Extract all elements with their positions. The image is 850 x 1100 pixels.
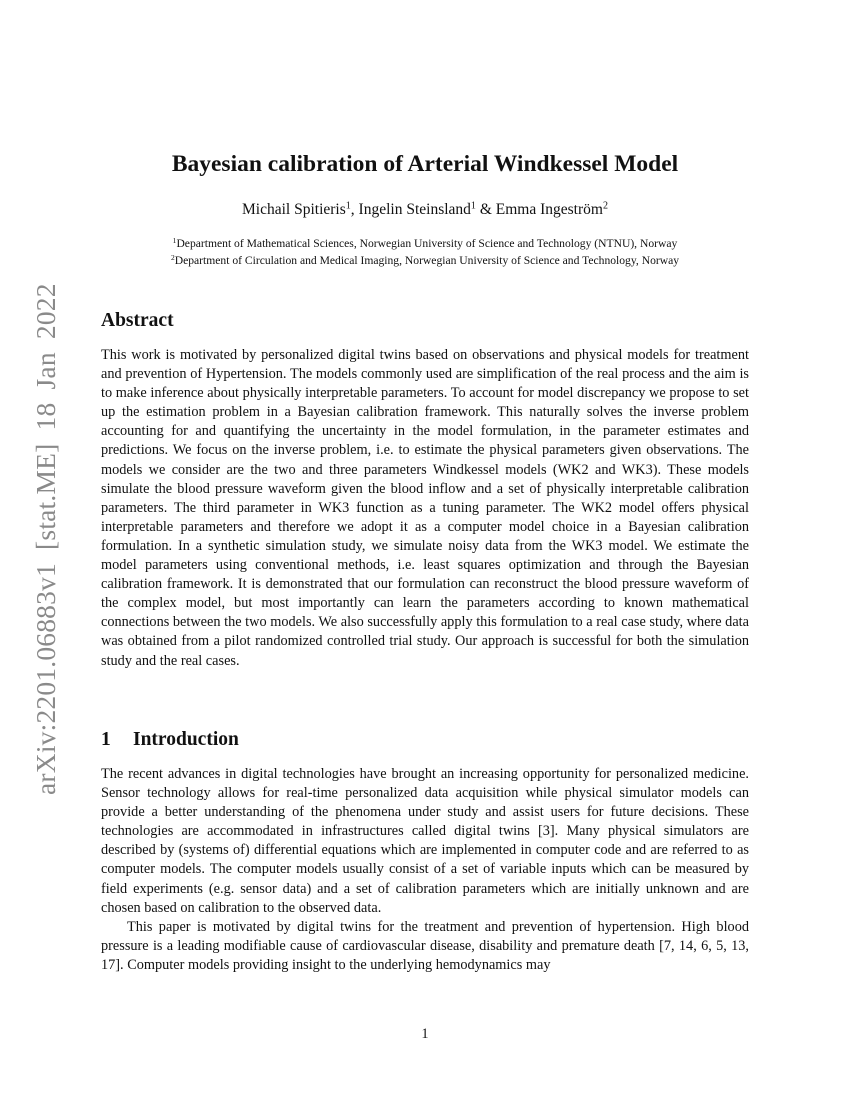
abstract-body: This work is motivated by personalized digital twins based on observations and physical models for treatment and prevention of Hypertension. The models commonly used are simplification of the real process and the aim is to make inference about physically interpretable parameters. To account for model discrepancy we propose to set up the estimation problem in a Bayesian calibration framework. This naturally solves the inverse problem accounting for and quantifying the uncertainty in the model formulation, in the parameter estimates and predictions. We focus on the inverse problem, i.e. to estimate the physical parameters given observations. The models we consider are the two and three parameters Windkessel models (WK2 and WK3). These models simulate the blood pressure waveform given the blood inflow and a set of physically interpretable calibration parameters. The third parameter in WK3 function as a tuning parameter. The WK2 model offers physical interpretable parameters and therefore we adopt it as a computer model choice in a Bayesian calibration formulation. In a synthetic simulation study, we simulate noisy data from the WK3 model. We estimate the model parameters using conventional methods, i.e. least squares optimization and through the Bayesian calibration framework. It is demonstrated that our formulation can reconstruct the blood pressure waveform of the complex model, but most importantly can learn the parameters according to known mathematical connections between the two models. We also successfully apply this formulation to a real case study, where data was obtained from a pilot randomized controlled trial study. Our approach is successful for both the simulation study and the real cases.	[101, 347, 749, 669]
introduction-body	[101, 765, 749, 975]
abstract-heading: Abstract	[101, 310, 174, 331]
affiliation-list	[0, 235, 850, 269]
arxiv-stamp-text: arXiv:2201.06883v1 [stat.ME] 18 Jan 2022	[30, 283, 61, 795]
page-number: 1	[421, 1026, 429, 1042]
section-title: Introduction	[133, 729, 239, 750]
paper-title: Bayesian calibration of Arterial Windkessel Model	[171, 151, 679, 177]
affiliation: $^1$Department of Mathematical Sciences, Norwegian University of Science and Technology (NTNU), Norway	[172, 235, 678, 250]
affiliation: $^2$Department of Circulation and Medical Imaging, Norwegian University of Science and Technology, Norway	[170, 252, 680, 267]
section-heading-introduction	[101, 729, 239, 751]
section-number: 1	[101, 729, 111, 750]
paragraph: This paper is motivated by digital twins for the treatment and prevention of hypertension. High blood pressure is a leading modifiable cause of cardiovascular disease, disability and premature death [7, 14, 6, 5, 13, 17]. Computer models providing insight to the underlying hemodynamics may	[101, 918, 749, 973]
author: Michail Spitieris$^1$	[242, 200, 351, 218]
arxiv-identifier-stamp	[22, 283, 62, 795]
author-list: Michail Spitieris$^1$, Ingelin Steinsland$^1$ & Emma Ingeström$^2$	[242, 200, 608, 218]
author: Ingelin Steinsland$^1$	[358, 200, 476, 218]
paragraph: The recent advances in digital technologies have brought an increasing opportunity for personalized medicine. Sensor technology allows for real-time personalized data acquisition while physical simulator models can provide a better understanding of the phenomena under study and assist users for future decisions. These technologies are accommodated in infrastructures called digital twins [3]. Many physical simulators are described by (systems of) differential equations which are implemented in computer code and are referred to as computer models. The computer models usually consist of a set of variable inputs which can be measured by field experiments (e.g. sensor data) and a set of calibration parameters which are initially unknown and are chosen based on calibration to the observed data.	[101, 766, 749, 916]
author: Emma Ingeström$^2$	[495, 200, 608, 218]
